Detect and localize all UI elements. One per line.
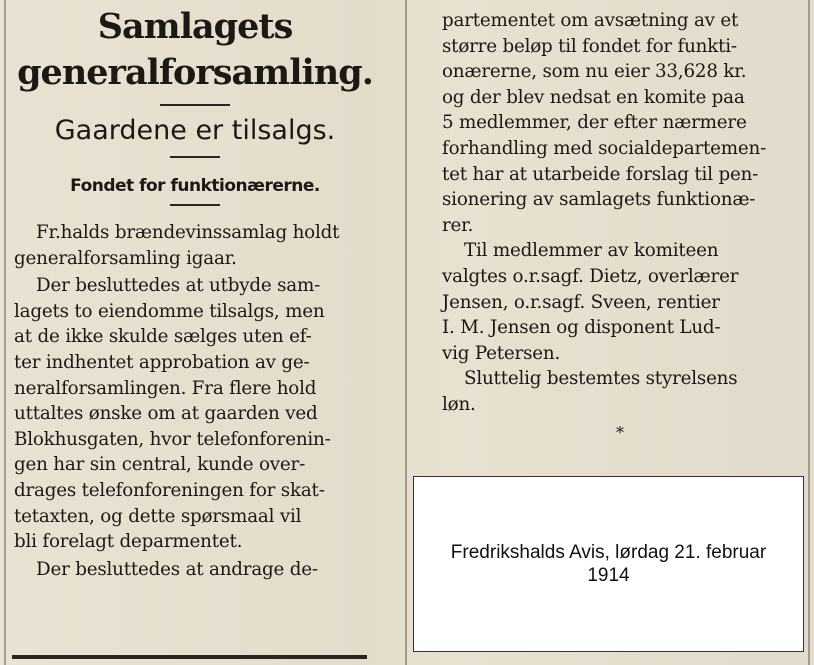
caption-line-2: 1914 xyxy=(587,565,630,586)
text-line: rer. xyxy=(442,214,474,236)
text-line: generalforsamling igaar. xyxy=(14,247,237,269)
text-line: Sluttelig bestemtes styrelsens xyxy=(464,368,738,390)
text-line: I. M. Jensen og disponent Lud- xyxy=(442,317,721,339)
text-line: ter indhentet approbation av ge- xyxy=(14,351,310,373)
text-line: drages telefonforeningen for skat- xyxy=(14,479,325,501)
text-line: neralforsamlingen. Fra flere hold xyxy=(14,377,317,399)
caption-line-1: Fredrikshalds Avis, lørdag 21. februar xyxy=(450,542,767,563)
right-column xyxy=(442,8,798,442)
title-line-1: Samlagets xyxy=(97,6,293,47)
text-line: valgtes o.r.sagf. Dietz, overlærer xyxy=(442,265,739,287)
article-subheading: Fondet for funktionærerne. xyxy=(70,176,320,196)
subtitle-rule xyxy=(170,156,220,158)
text-line: Blokhusgaten, hvor telefonforenin- xyxy=(14,428,331,450)
text-line: bli forelagt deparmentet. xyxy=(14,531,243,553)
text-line: sionering av samlagets funktionæ- xyxy=(442,189,756,211)
end-mark: * xyxy=(616,422,624,442)
right-body-text xyxy=(442,8,798,418)
text-line: Der besluttedes at utbyde sam- xyxy=(36,275,321,297)
text-line: partementet om avsætning av et xyxy=(442,10,739,31)
article-subtitle: Gaardene er tilsalgs. xyxy=(54,115,336,146)
text-line: løn. xyxy=(442,393,476,415)
article-title xyxy=(14,4,376,96)
text-line: tet har at utarbeide forslag til pen- xyxy=(442,163,759,185)
text-line: 5 medlemmer, der efter nærmere xyxy=(442,112,747,134)
text-line: forhandling med socialdepartemen- xyxy=(442,137,767,159)
text-line: Der besluttedes at andrage de- xyxy=(36,558,318,580)
left-column xyxy=(14,0,376,582)
text-line: Fr.halds brændevinssamlag holdt xyxy=(36,222,340,243)
left-body-text xyxy=(14,220,376,582)
title-rule xyxy=(160,104,230,106)
source-caption xyxy=(413,476,804,652)
bottom-rule xyxy=(12,655,367,659)
text-line: Jensen, o.r.sagf. Sveen, rentier xyxy=(442,291,720,313)
text-line: at de ikke skulde sælges uten ef- xyxy=(14,326,312,348)
column-divider xyxy=(4,0,6,665)
text-line: onærerne, som nu eier 33,628 kr. xyxy=(442,61,747,83)
text-line: tetaxten, og dette spørsmaal vil xyxy=(14,505,302,527)
title-line-2: generalforsamling. xyxy=(17,52,373,93)
text-line: gen har sin central, kunde over- xyxy=(14,454,306,476)
column-divider xyxy=(808,0,810,665)
text-line: større beløp til fondet for funkti- xyxy=(442,35,737,57)
subheading-rule xyxy=(170,204,220,206)
text-line: og der blev nedsat en komite paa xyxy=(442,86,745,108)
text-line: vig Petersen. xyxy=(442,342,561,364)
text-line: uttaltes ønske om at gaarden ved xyxy=(14,403,318,425)
text-line: lagets to eiendomme tilsalgs, men xyxy=(14,300,325,322)
column-divider xyxy=(405,0,407,665)
text-line: Til medlemmer av komiteen xyxy=(464,240,719,262)
